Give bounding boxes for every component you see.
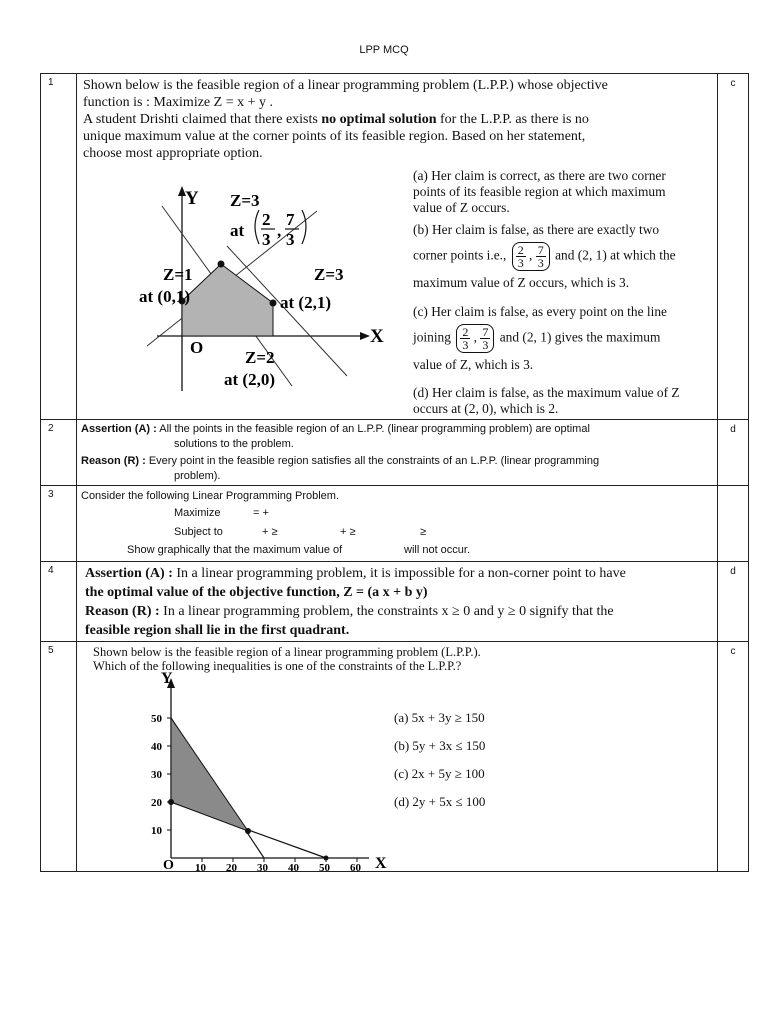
question-row-2 — [41, 420, 749, 486]
x-tick-label: 20 — [226, 862, 237, 872]
option-c — [413, 304, 667, 373]
question-line: function is : Maximize Z = x + y . — [83, 95, 273, 110]
z-bottom-label: Z=2 — [245, 348, 275, 367]
assertion-label: Assertion (A) : — [81, 423, 157, 435]
fraction-denominator: 3 — [262, 230, 271, 249]
question-row-4 — [41, 562, 749, 642]
z-top-label: Z=3 — [230, 191, 260, 210]
question-row-1 — [41, 74, 749, 420]
point-bracket: $\frac{2}{3}$ , $\frac{7}{3}$ — [456, 324, 494, 353]
answer-key: c — [718, 74, 749, 420]
z-left-label: Z=1 — [163, 265, 193, 284]
y-tick-label: 40 — [151, 741, 162, 753]
y-axis-label: Y — [161, 672, 173, 687]
question-line — [83, 111, 709, 128]
question-line: unique maximum value at the corner points of its feasible region. Based on her statement, — [83, 129, 586, 144]
text-span: and (2, 1) at which the — [555, 247, 676, 263]
origin-label: O — [163, 858, 174, 872]
question-content — [77, 642, 718, 872]
subject-to-label: Subject to — [174, 526, 223, 538]
x-tick-label: 60 — [350, 862, 361, 872]
fraction-denominator: 3 — [286, 230, 295, 249]
answer-key — [718, 486, 749, 562]
constraint: ≥ — [420, 526, 427, 538]
document-title: LPP MCQ — [359, 44, 409, 56]
feasible-region-graph — [113, 672, 413, 872]
fraction-numerator: 7 — [286, 210, 295, 229]
assertion-line — [85, 564, 711, 583]
option-line: (b) Her claim is false, as there are exactly two — [413, 222, 660, 237]
answer-key: d — [718, 420, 749, 486]
assertion-label: Assertion (A) : — [85, 566, 173, 581]
question-line: Which of the following inequalities is one of the constraints of the L.P.P.? — [93, 659, 462, 673]
option-line: points of its feasible region at which maximum — [413, 184, 666, 199]
reason-label: Reason (R) : — [81, 455, 146, 467]
reason-line — [85, 602, 711, 621]
option-d — [413, 385, 680, 417]
text-span: corner points i.e., — [413, 247, 507, 263]
x-axis-label: X — [370, 326, 384, 347]
reason-label: Reason (R) : — [85, 604, 160, 619]
text-span: In a linear programming problem, it is impossible for a non-corner point to have — [172, 566, 626, 581]
text-span: All the points in the feasible region of an L.P.P. (linear programming problem) are optimal — [156, 423, 590, 435]
option-d: (d) 2y + 5x ≤ 100 — [394, 794, 486, 809]
mcq-table — [40, 73, 749, 872]
reason-line — [81, 454, 711, 469]
question-text — [77, 74, 717, 162]
question-number: 2 — [41, 420, 77, 486]
question-text — [77, 420, 717, 484]
text-span: A student Drishti claimed that there exists — [83, 112, 322, 127]
option-a — [413, 168, 666, 216]
y-tick-label: 30 — [151, 769, 162, 781]
reason-continued: feasible region shall lie in the first quadrant. — [85, 623, 350, 638]
option-line: (a) Her claim is correct, as there are two corner — [413, 168, 666, 183]
svg-text:,: , — [277, 221, 282, 240]
question-text — [77, 562, 717, 640]
origin-label: O — [190, 338, 204, 357]
question-line: Shown below is the feasible region of a linear programming problem (L.P.P.) whose objective — [83, 78, 608, 93]
option-c: (c) 2x + 5y ≥ 100 — [394, 766, 485, 781]
question-row-3 — [41, 486, 749, 562]
option-line — [413, 324, 667, 353]
option-line: occurs at (2, 0), which is 2. — [413, 401, 559, 416]
maximize-label: Maximize — [174, 507, 221, 519]
x-tick-label: 50 — [319, 862, 330, 872]
question-content — [77, 486, 718, 562]
question-content — [77, 420, 718, 486]
feasible-region-shading — [171, 718, 248, 831]
x-axis-label: X — [375, 855, 387, 872]
question-line: Shown below is the feasible region of a linear programming problem (L.P.P.). — [93, 645, 481, 659]
question-number: 3 — [41, 486, 77, 562]
text-span: for the L.P.P. as there is no — [436, 112, 589, 127]
question-content — [77, 74, 718, 420]
option-line: (d) Her claim is false, as the maximum value of Z — [413, 385, 680, 400]
feasible-region-shading — [182, 264, 273, 336]
at-left-label: at (0,1) — [139, 287, 190, 306]
question-text — [77, 642, 717, 673]
question-number: 5 — [41, 642, 77, 872]
question-line: will not occur. — [404, 544, 471, 556]
text-span: In a linear programming problem, the constraints x ≥ 0 and y ≥ 0 signify that the — [159, 604, 614, 619]
point-bracket: $\frac{2}{3}$ , $\frac{7}{3}$ — [512, 242, 550, 271]
x-tick-label: 30 — [257, 862, 268, 872]
answer-key: d — [718, 562, 749, 642]
at-right-label: at (2,1) — [280, 293, 331, 312]
assertion-continued: the optimal value of the objective function, Z = (a x + b y) — [85, 585, 428, 600]
text-span: and (2, 1) gives the maximum — [499, 329, 661, 345]
option-b: (b) 5y + 3x ≤ 150 — [394, 738, 486, 753]
y-tick-label: 10 — [151, 825, 162, 837]
question-number: 4 — [41, 562, 77, 642]
text-span: joining — [413, 329, 451, 345]
question-row-5 — [41, 642, 749, 872]
y-tick-label: 20 — [151, 797, 162, 809]
constraint: + ≥ — [262, 526, 278, 538]
question-line: Show graphically that the maximum value of — [127, 544, 343, 556]
option-a: (a) 5x + 3y ≥ 150 — [394, 710, 485, 725]
option-line: value of Z, which is 3. — [413, 357, 534, 372]
option-line: (c) Her claim is false, as every point on the line — [413, 304, 667, 319]
at-bottom-label: at (2,0) — [224, 370, 275, 389]
text-span: Every point in the feasible region satisfies all the constraints of an L.P.P. (linear programming — [145, 455, 600, 467]
question-line: choose most appropriate option. — [83, 146, 263, 161]
feasible-region-graph — [87, 176, 387, 416]
assertion-continued: solutions to the problem. — [174, 438, 294, 450]
answer-key: c — [718, 642, 749, 872]
option-line: value of Z occurs. — [413, 200, 510, 215]
assertion-line — [81, 422, 711, 437]
fraction-numerator: 2 — [262, 210, 271, 229]
x-tick-label: 10 — [195, 862, 206, 872]
option-line: maximum value of Z occurs, which is 3. — [413, 275, 630, 290]
question-line: Consider the following Linear Programming Problem. — [81, 490, 340, 502]
bold-text: no optimal solution — [321, 112, 437, 127]
option-b — [413, 222, 676, 291]
y-tick-label: 50 — [151, 713, 162, 725]
at-top-label: at — [230, 221, 245, 240]
question-content — [77, 562, 718, 642]
option-line — [413, 242, 676, 271]
constraint: + ≥ — [340, 526, 356, 538]
question-number: 1 — [41, 74, 77, 420]
reason-continued: problem). — [174, 470, 221, 482]
z-right-label: Z=3 — [314, 265, 344, 284]
objective-expression: = + — [253, 507, 269, 519]
y-axis-label: Y — [185, 188, 199, 209]
x-tick-label: 40 — [288, 862, 299, 872]
